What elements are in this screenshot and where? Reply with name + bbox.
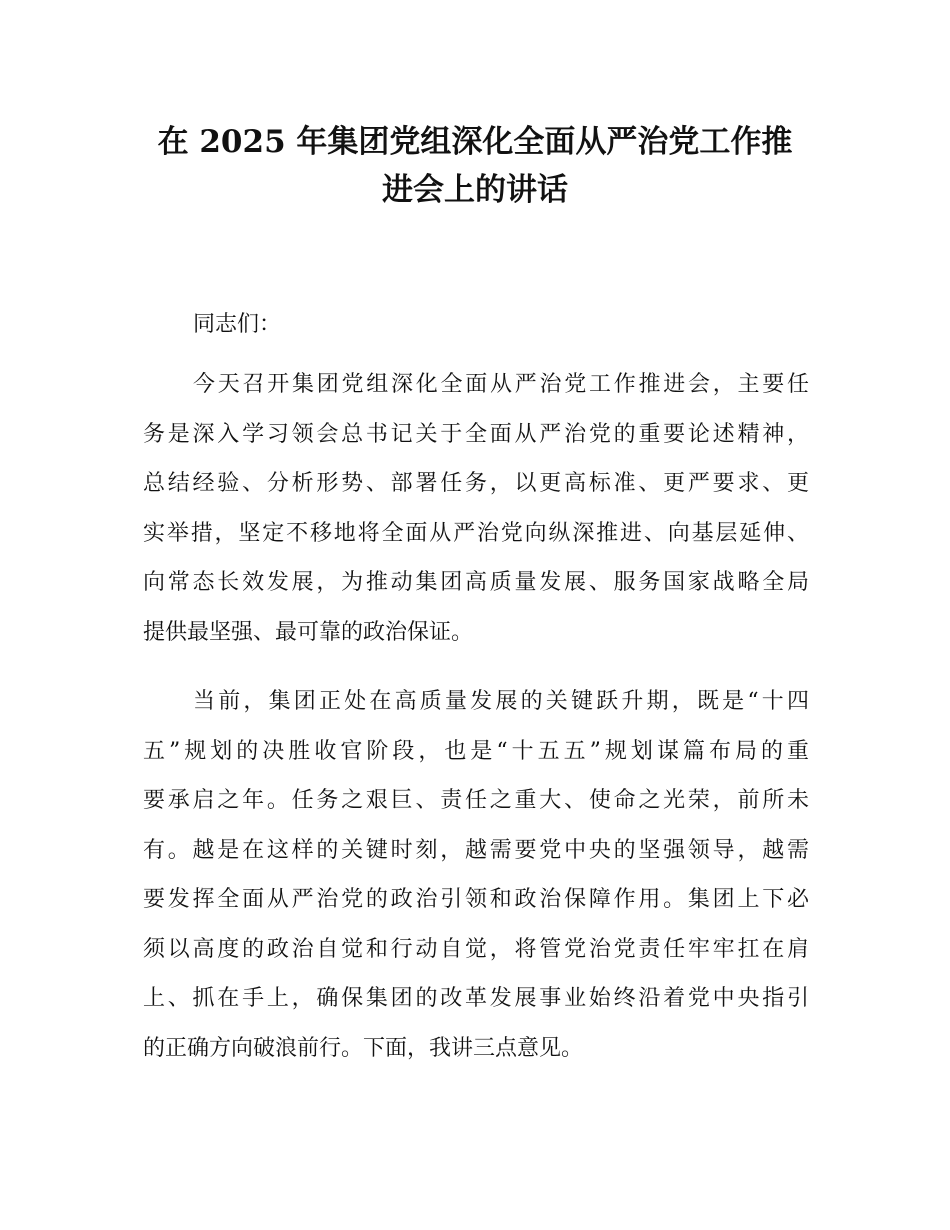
text-line: 实举措，坚定不移地将全面从严治党向纵深推进、向基层延伸、 xyxy=(143,520,809,546)
title-line: 在 2025 年集团党组深化全面从严治党工作推 xyxy=(157,124,793,160)
paragraph-2 xyxy=(143,677,809,1073)
text-line: 总结经验、分析形势、部署任务，以更高标准、更严要求、更 xyxy=(143,471,809,496)
paragraph-1 xyxy=(143,360,809,657)
salutation-block xyxy=(143,300,809,350)
text-line: 上、抓在手上，确保集团的改革发展事业始终沿着党中央指引 xyxy=(143,986,809,1011)
text-line: 有。越是在这样的关键时刻，越需要党中央的坚强领导，越需 xyxy=(143,837,809,863)
text-line: 当前，集团正处在高质量发展的关键跃升期，既是“十四 xyxy=(193,689,809,714)
text-line: 的正确方向破浪前行。下面，我讲三点意见。 xyxy=(143,1035,584,1061)
text-line: 要承启之年。任务之艰巨、责任之重大、使命之光荣，前所未 xyxy=(143,788,809,813)
document-title xyxy=(120,118,830,214)
text-line: 要发挥全面从严治党的政治引领和政治保障作用。集团上下必 xyxy=(143,887,809,912)
text-line: 五”规划的决胜收官阶段，也是“十五五”规划谋篇布局的重 xyxy=(143,738,809,764)
text-line: 向常态长效发展，为推动集团高质量发展、服务国家战略全局 xyxy=(143,570,809,595)
text-line: 提供最坚强、最可靠的政治保证。 xyxy=(143,619,474,645)
salutation: 同志们： xyxy=(193,312,282,337)
text-line: 今天召开集团党组深化全面从严治党工作推进会，主要任 xyxy=(193,372,809,397)
title-line: 进会上的讲话 xyxy=(382,172,568,208)
text-line: 务是深入学习领会总书记关于全面从严治党的重要论述精神， xyxy=(143,421,809,447)
text-line: 须以高度的政治自觉和行动自觉，将管党治党责任牢牢扛在肩 xyxy=(143,936,809,962)
